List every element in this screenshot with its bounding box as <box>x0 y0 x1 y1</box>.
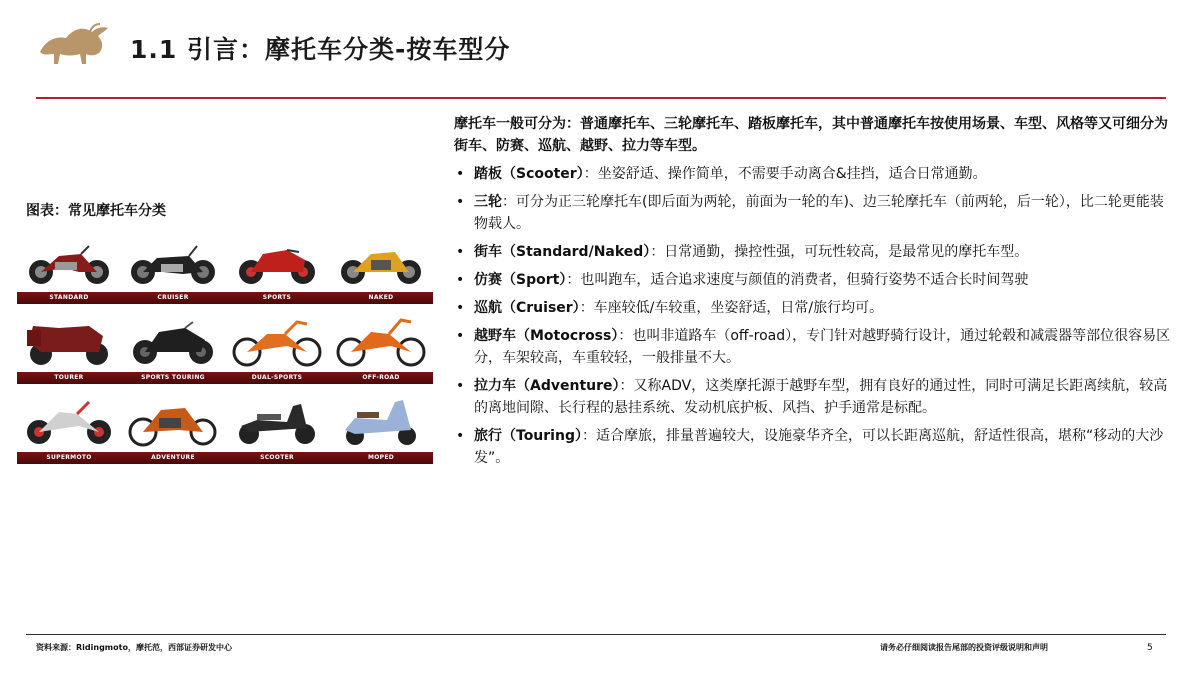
moto-sports <box>225 228 329 304</box>
motorcycle-type-grid <box>17 228 433 464</box>
moto-label: NAKED <box>368 294 394 301</box>
intro-paragraph: 摩托车一般可分为：普通摩托车、三轮摩托车、踏板摩托车，其中普通摩托车按使用场景、车型、风格等又可细分为街车、防赛、巡航、越野、拉力等车型。 <box>454 116 1168 154</box>
page-number: 5 <box>1147 643 1153 653</box>
bullet-text: ：可分为正三轮摩托车(即后面为两轮，前面为一轮的车)、边三轮摩托车（前两轮，后一轮），比二轮更能装物载人。 <box>474 194 1164 232</box>
moto-label: SCOOTER <box>260 454 294 461</box>
bullet-dot: • <box>456 378 465 394</box>
moto-row <box>17 308 433 384</box>
moto-label: SUPERMOTO <box>46 454 92 461</box>
bullet-text: ：也叫跑车，适合追求速度与颜值的消费者，但骑行姿势不适合长时间驾驶 <box>566 272 1029 288</box>
bullet-dot: • <box>456 272 465 288</box>
moto-cruiser <box>121 228 225 304</box>
bullet-term: 三轮 <box>474 194 502 210</box>
bullet-text: ：又称ADV，这类摩托源于越野车型，拥有良好的通过性，同时可满足长距离续航，较高的离地间隙、长行程的悬挂系统、发动机底护板、风挡、护手通常是标配。 <box>474 378 1168 416</box>
moto-label: OFF-ROAD <box>362 374 400 381</box>
moto-label: DUAL-SPORTS <box>251 374 303 381</box>
bullet-item <box>454 163 1174 185</box>
bullet-text: ：日常通勤，操控性强，可玩性较高，是最常见的摩托车型。 <box>650 244 1029 260</box>
moto-label: TOURER <box>54 374 84 381</box>
bullet-dot: • <box>456 428 465 444</box>
moto-supermoto <box>17 388 121 464</box>
bullet-text: ：也叫非道路车（off-road），专门针对越野骑行设计，通过轮毂和减震器等部位很容易区分，车架较高，车重较轻，一般排量不大。 <box>474 328 1171 366</box>
bullet-item <box>454 325 1174 369</box>
bullet-dot: • <box>456 166 465 182</box>
bullet-dot: • <box>456 300 465 316</box>
moto-dual-sports <box>225 308 329 384</box>
moto-naked <box>329 228 433 304</box>
moto-row <box>17 388 433 464</box>
bullet-text: ：车座较低/车较重，坐姿舒适，日常/旅行均可。 <box>579 300 884 316</box>
footer-divider <box>26 634 1166 635</box>
title-divider <box>36 97 1166 99</box>
bullet-term: 旅行（Touring） <box>474 428 582 444</box>
content-body <box>454 113 1174 469</box>
source-note: 资料来源：Ridingmoto，摩托范，西部证券研发中心 <box>36 643 232 652</box>
bullet-item <box>454 425 1174 469</box>
bullet-term: 仿赛（Sport） <box>474 272 567 288</box>
moto-label: SPORTS <box>262 294 292 301</box>
bullet-item <box>454 269 1174 291</box>
bullet-dot: • <box>456 194 465 210</box>
bullet-term: 踏板（Scooter） <box>474 166 584 182</box>
bullet-dot: • <box>456 244 465 260</box>
bullet-item <box>454 191 1174 235</box>
bullet-item <box>454 297 1174 319</box>
moto-label: SPORTS TOURING <box>141 374 205 381</box>
moto-tourer <box>17 308 121 384</box>
bullet-item <box>454 375 1174 419</box>
bullet-dot: • <box>456 328 465 344</box>
moto-scooter <box>225 388 329 464</box>
moto-label: ADVENTURE <box>151 454 195 461</box>
moto-off-road <box>329 308 433 384</box>
bullet-text: ：坐姿舒适、操作简单，不需要手动离合&挂挡，适合日常通勤。 <box>583 166 987 182</box>
moto-moped <box>329 388 433 464</box>
moto-standard <box>17 228 121 304</box>
bullet-item <box>454 241 1174 263</box>
moto-sports-touring <box>121 308 225 384</box>
moto-label: STANDARD <box>49 294 89 301</box>
moto-label: MOPED <box>367 454 395 461</box>
figure-caption: 图表：常见摩托车分类 <box>26 203 166 219</box>
bullet-term: 街车（Standard/Naked） <box>474 244 651 260</box>
disclaimer-note: 请务必仔细阅读报告尾部的投资评级说明和声明 <box>880 643 1048 652</box>
bullet-text: ：适合摩旅，排量普遍较大，设施豪华齐全，可以长距离巡航，舒适性很高，堪称“移动的大沙发”。 <box>474 428 1164 466</box>
bullet-term: 拉力车（Adventure） <box>474 378 620 394</box>
page-title: 1.1 引言：摩托车分类-按车型分 <box>130 35 511 64</box>
moto-label: CRUISER <box>157 294 189 301</box>
bullet-term: 越野车（Motocross） <box>474 328 619 344</box>
moto-row <box>17 228 433 304</box>
bull-logo-icon <box>36 22 112 68</box>
moto-adventure <box>121 388 225 464</box>
bullet-term: 巡航（Cruiser） <box>474 300 580 316</box>
